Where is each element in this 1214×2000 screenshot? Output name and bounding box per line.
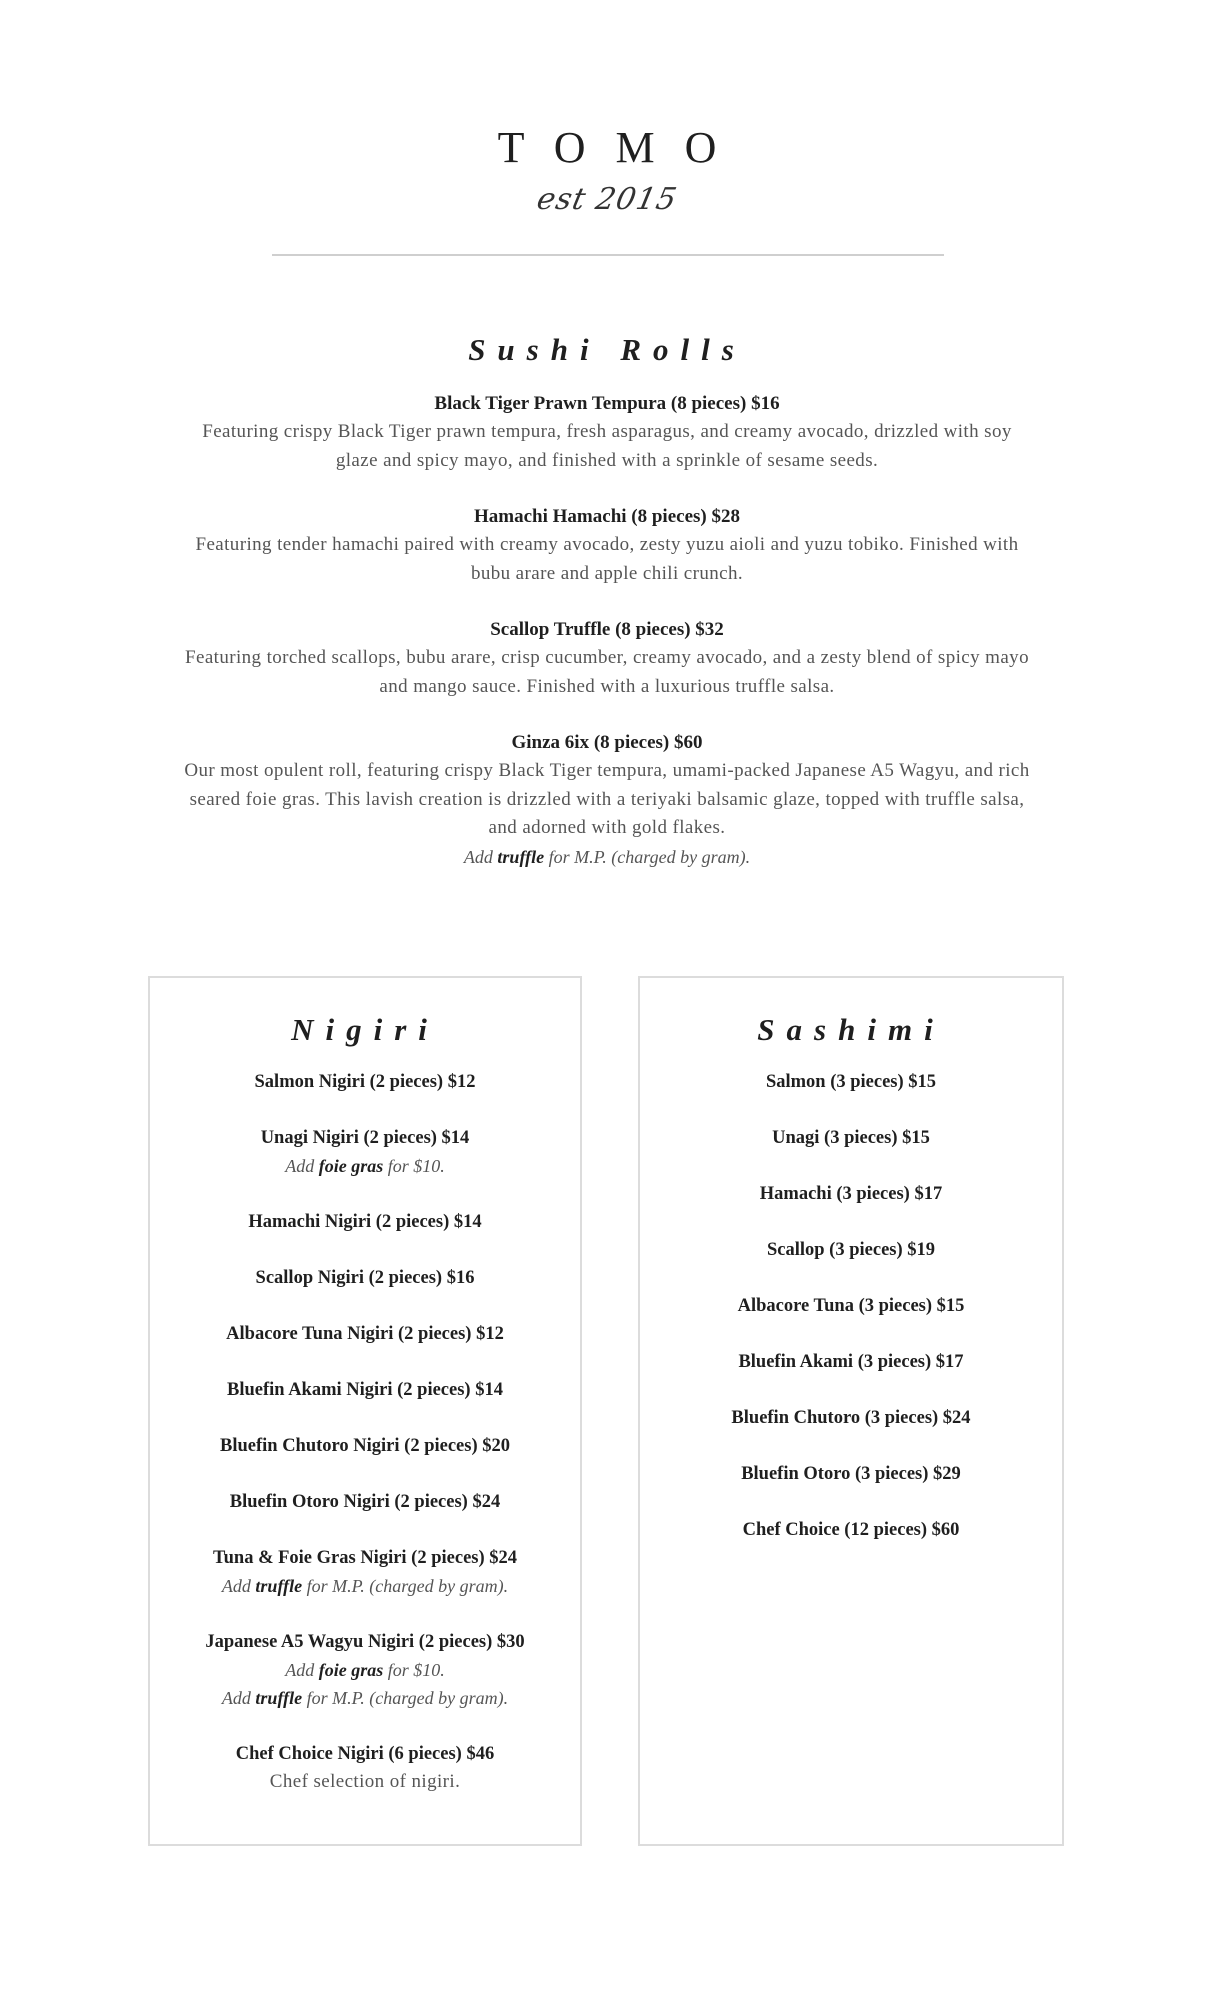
menu-item — [180, 390, 1034, 475]
section-title-nigiri: Nigiri — [291, 1012, 439, 1047]
menu-item-description: Chef selection of nigiri. — [269, 1771, 461, 1792]
addon-note-prefix: Add — [285, 1660, 319, 1680]
menu-item-addon-note — [180, 843, 1034, 871]
menu-item — [150, 1432, 580, 1460]
menu-item — [150, 1264, 580, 1292]
menu-item-name: Hamachi (3 pieces) $17 — [759, 1184, 943, 1204]
menu-header — [0, 120, 1214, 220]
menu-item-addon-note — [150, 1656, 580, 1684]
menu-item-name: Albacore Tuna Nigiri (2 pieces) $12 — [226, 1324, 504, 1344]
addon-note-suffix: for $10. — [383, 1156, 445, 1176]
menu-item — [150, 1740, 580, 1797]
restaurant-name: TOMO — [497, 123, 747, 172]
addon-note-ingredient: truffle — [255, 1576, 303, 1596]
menu-item-description: Featuring crispy Black Tiger prawn tempura, fresh asparagus, and creamy avocado, drizzled with soy glaze and spicy mayo, and finished with a sprinkle of sesame seeds. — [202, 421, 1012, 471]
menu-item-name: Hamachi Hamachi (8 pieces) $28 — [474, 506, 740, 527]
established-tagline: est 2015 — [533, 182, 681, 217]
menu-item — [180, 729, 1034, 871]
menu-item-name: Bluefin Chutoro (3 pieces) $24 — [731, 1408, 971, 1428]
menu-item-name: Unagi Nigiri (2 pieces) $14 — [260, 1128, 470, 1148]
menu-item-name: Bluefin Akami (3 pieces) $17 — [738, 1352, 964, 1372]
header-divider — [272, 254, 944, 256]
menu-item-addon-note — [150, 1152, 580, 1180]
menu-item-name: Unagi (3 pieces) $15 — [772, 1128, 930, 1148]
menu-item — [150, 1628, 580, 1712]
addon-note-prefix: Add — [221, 1576, 256, 1596]
menu-item — [150, 1208, 580, 1236]
menu-item — [150, 1544, 580, 1600]
addon-note-ingredient: truffle — [255, 1688, 303, 1708]
nigiri-list — [150, 1068, 580, 1797]
menu-item-description: Featuring tender hamachi paired with creamy avocado, zesty yuzu aioli and yuzu tobiko. Finished with bubu arare and apple chili crunch. — [195, 534, 1019, 584]
nigiri-section — [148, 976, 582, 1846]
addon-note-ingredient: foie gras — [318, 1156, 384, 1176]
menu-item-name: Salmon Nigiri (2 pieces) $12 — [254, 1072, 476, 1092]
menu-item — [640, 1124, 1062, 1152]
menu-item-name: Salmon (3 pieces) $15 — [765, 1072, 937, 1092]
menu-item-name: Bluefin Otoro Nigiri (2 pieces) $24 — [229, 1492, 501, 1512]
addon-note-ingredient: foie gras — [318, 1660, 384, 1680]
menu-item-name: Bluefin Otoro (3 pieces) $29 — [741, 1464, 961, 1484]
menu-item-name: Japanese A5 Wagyu Nigiri (2 pieces) $30 — [205, 1632, 525, 1652]
menu-item — [640, 1180, 1062, 1208]
menu-item-description: Our most opulent roll, featuring crispy Black Tiger tempura, umami-packed Japanese A5 Wagyu, and rich seared foie gras. This lavish creation is drizzled with a teriyaki balsamic glaze, topped with truffle salsa, and adorned with gold flakes. — [184, 760, 1030, 838]
sushi-rolls-section — [180, 330, 1034, 899]
menu-item — [640, 1516, 1062, 1544]
addon-note-suffix: for M.P. (charged by gram). — [544, 846, 751, 867]
menu-item — [180, 616, 1034, 701]
section-title-sashimi: Sashimi — [757, 1012, 945, 1047]
addon-note-prefix: Add — [285, 1156, 319, 1176]
menu-item-name: Scallop Truffle (8 pieces) $32 — [490, 619, 724, 640]
menu-item — [150, 1068, 580, 1096]
menu-item — [640, 1348, 1062, 1376]
menu-item-addon-note — [150, 1684, 580, 1712]
addon-note-prefix: Add — [463, 846, 498, 867]
addon-note-suffix: for M.P. (charged by gram). — [302, 1688, 509, 1708]
menu-item — [640, 1292, 1062, 1320]
menu-item-name: Bluefin Chutoro Nigiri (2 pieces) $20 — [220, 1436, 510, 1456]
menu-item-name: Ginza 6ix (8 pieces) $60 — [511, 732, 703, 753]
menu-item — [150, 1320, 580, 1348]
menu-item-name: Bluefin Akami Nigiri (2 pieces) $14 — [227, 1380, 503, 1400]
menu-item-name: Scallop (3 pieces) $19 — [766, 1240, 936, 1260]
menu-item — [180, 503, 1034, 588]
menu-item-name: Chef Choice (12 pieces) $60 — [742, 1520, 960, 1540]
menu-item — [640, 1404, 1062, 1432]
menu-item-name: Hamachi Nigiri (2 pieces) $14 — [248, 1212, 482, 1232]
addon-note-suffix: for $10. — [383, 1660, 445, 1680]
sushi-rolls-list — [180, 390, 1034, 871]
menu-item-description: Featuring torched scallops, bubu arare, crisp cucumber, creamy avocado, and a zesty blend of spicy mayo and mango sauce. Finished with a luxurious truffle salsa. — [185, 647, 1029, 697]
menu-item-name: Black Tiger Prawn Tempura (8 pieces) $16 — [434, 393, 780, 414]
menu-item-name: Albacore Tuna (3 pieces) $15 — [737, 1296, 965, 1316]
menu-item — [640, 1068, 1062, 1096]
menu-item — [640, 1236, 1062, 1264]
sashimi-list — [640, 1068, 1062, 1544]
menu-item-name: Scallop Nigiri (2 pieces) $16 — [255, 1268, 475, 1288]
menu-item-addon-note — [150, 1572, 580, 1600]
section-title-sushi-rolls: Sushi Rolls — [468, 332, 746, 367]
addon-note-suffix: for M.P. (charged by gram). — [302, 1576, 509, 1596]
menu-item — [150, 1124, 580, 1180]
menu-item — [640, 1460, 1062, 1488]
menu-item — [150, 1488, 580, 1516]
addon-note-prefix: Add — [221, 1688, 256, 1708]
menu-item-name: Tuna & Foie Gras Nigiri (2 pieces) $24 — [212, 1548, 518, 1568]
sashimi-section — [638, 976, 1064, 1846]
menu-item-name: Chef Choice Nigiri (6 pieces) $46 — [235, 1744, 495, 1764]
menu-item — [150, 1376, 580, 1404]
addon-note-ingredient: truffle — [497, 846, 545, 867]
